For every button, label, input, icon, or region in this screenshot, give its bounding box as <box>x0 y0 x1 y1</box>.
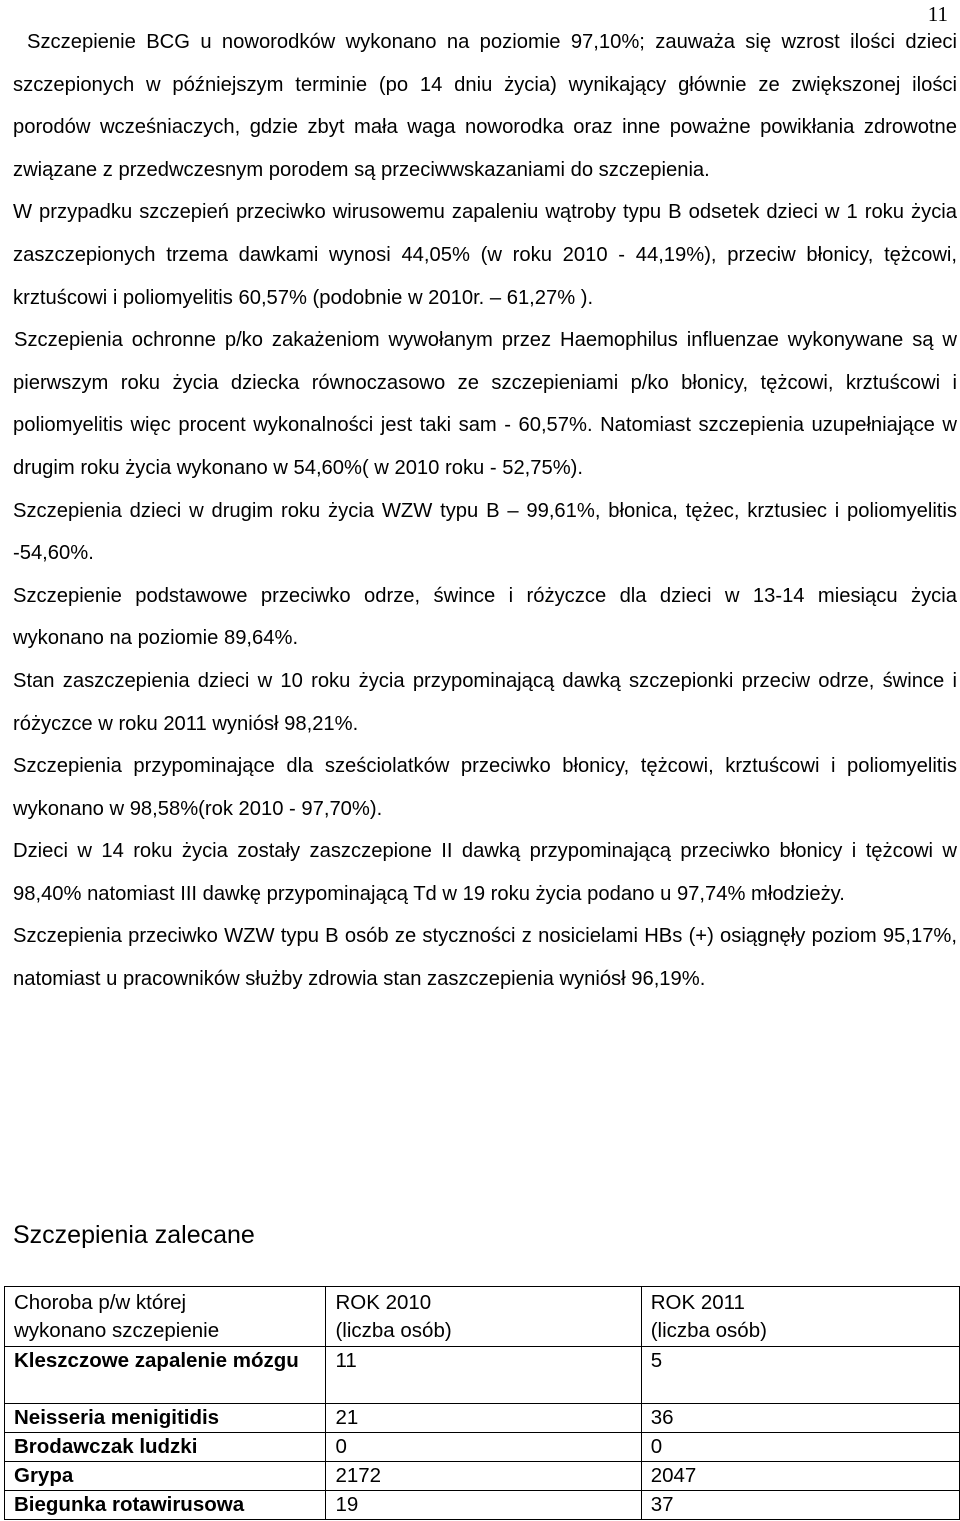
section-heading: Szczepienia zalecane <box>13 1221 255 1249</box>
table-header-row <box>5 1287 960 1347</box>
paragraph-haemophilus: Szczepienia ochronne p/ko zakażeniom wywołanym przez Haemophilus influenzae wykonywane są w pierwszym roku życia dziecka równoczasowo ze szczepieniami p/ko błonicy, tężcowi, krztuścowi i poliomyelitis więc procent wykonalności jest taki sam - 60,57%. Natomiast szczepienia uzupełniające w drugim roku życia wykonano w 54,60%( w 2010 roku - 52,75%). <box>13 329 957 479</box>
table-row <box>5 1347 960 1404</box>
count-2011-cell: 37 <box>641 1491 959 1520</box>
paragraph-six-year-olds: Szczepienia przypominające dla sześciolatków przeciwko błonicy, tężcowi, krztuścowi i poliomyelitis wykonano w 98,58%(rok 2010 - 97,70%). <box>13 755 957 820</box>
body-text <box>13 21 957 1001</box>
count-2010-cell: 0 <box>326 1433 641 1462</box>
paragraph-hbs-contacts: Szczepienia przeciwko WZW typu B osób ze styczności z nosicielami HBs (+) osiągnęły poziom 95,17%, natomiast u pracowników służby zdrowia stan zaszczepienia wyniósł 96,19%. <box>13 925 957 991</box>
header-disease-line-1: Choroba p/w której <box>14 1291 187 1314</box>
header-year-2011 <box>641 1287 959 1347</box>
disease-name-cell: Grypa <box>5 1462 326 1491</box>
header-year-2010 <box>326 1287 641 1347</box>
paragraph-second-year: Szczepienia dzieci w drugim roku życia WZW typu B – 99,61%, błonica, tężec, krztusiec i poliomyelitis -54,60%. <box>13 499 957 565</box>
recommended-vaccinations-table <box>4 1286 960 1520</box>
count-2011-cell: 2047 <box>641 1462 959 1491</box>
count-2011-cell: 5 <box>641 1347 959 1404</box>
count-2011-cell: 36 <box>641 1404 959 1433</box>
paragraph-bcg: Szczepienie BCG u noworodków wykonano na poziomie 97,10%; zauważa się wzrost ilości dzieci szczepionych w późniejszym terminie (po 14 dniu życia) wynikający głównie ze zwiększonej ilości porodów wcześniaczych, gdzie zbyt mała waga noworodka oraz inne poważne powikłania zdrowotne związane z przedwczesnym porodem są przeciwwskazaniami do szczepienia. <box>13 31 957 181</box>
header-disease-line-2: wykonano szczepienie <box>14 1319 220 1342</box>
header-2010-line-1: ROK 2010 <box>335 1291 432 1314</box>
paragraph-hepatitis-b: W przypadku szczepień przeciwko wirusowemu zapaleniu wątroby typu B odsetek dzieci w 1 roku życia zaszczepionych trzema dawkami wynosi 44,05% (w roku 2010 - 44,19%), przeciw błonicy, tężcowi, krztuścowi i poliomyelitis 60,57% (podobnie w 2010r. – 61,27% ). <box>13 201 957 309</box>
disease-name-cell: Biegunka rotawirusowa <box>5 1491 326 1520</box>
table-row <box>5 1491 960 1520</box>
disease-name-cell: Neisseria menigitidis <box>5 1404 326 1433</box>
header-2011-line-1: ROK 2011 <box>650 1291 745 1314</box>
count-2010-cell: 21 <box>326 1404 641 1433</box>
count-2010-cell: 2172 <box>326 1462 641 1491</box>
table-row <box>5 1433 960 1462</box>
paragraph-fourteen-year-olds: Dzieci w 14 roku życia zostały zaszczepione II dawką przypominającą przeciwko błonicy i tężcowi w 98,40% natomiast III dawkę przypominającą Td w 19 roku życia podano u 97,74% młodzieży. <box>13 840 957 905</box>
count-2010-cell: 19 <box>326 1491 641 1520</box>
paragraph-mmr-basic: Szczepienie podstawowe przeciwko odrze, śwince i różyczce dla dzieci w 13-14 miesiącu życia wykonano na poziomie 89,64%. <box>13 584 957 650</box>
count-2011-cell: 0 <box>641 1433 959 1462</box>
disease-name-cell: Kleszczowe zapalenie mózgu <box>5 1347 326 1404</box>
table-row <box>5 1404 960 1433</box>
header-2011-line-2: (liczba osób) <box>650 1319 767 1342</box>
table-row <box>5 1462 960 1491</box>
header-2010-line-2: (liczba osób) <box>335 1319 452 1342</box>
page-number: 11 <box>927 2 948 26</box>
paragraph-mmr-booster: Stan zaszczepienia dzieci w 10 roku życia przypominającą dawką szczepionki przeciw odrze, śwince i różyczce w roku 2011 wyniósł 98,21%. <box>13 669 957 735</box>
header-disease <box>5 1287 326 1347</box>
disease-name-cell: Brodawczak ludzki <box>5 1433 326 1462</box>
count-2010-cell: 11 <box>326 1347 641 1404</box>
